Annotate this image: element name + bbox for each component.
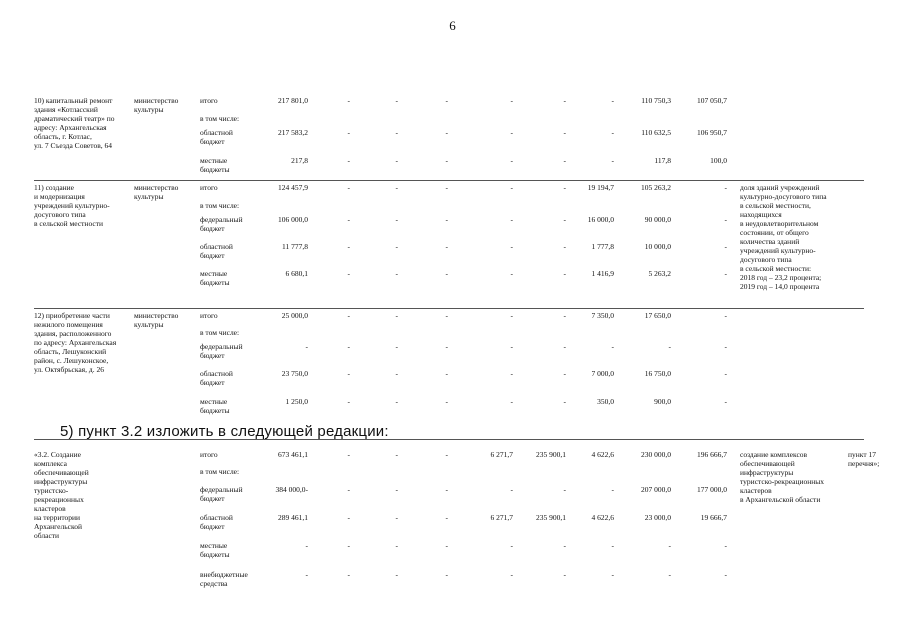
cell-total: 6 680,1 <box>285 269 308 278</box>
cell-y5: - <box>563 128 566 137</box>
expected-result-line: находящихся <box>740 210 782 219</box>
cell-y5: - <box>563 485 566 494</box>
expected-result-line: досугового типа <box>740 255 792 264</box>
cell-y5: - <box>563 342 566 351</box>
funding-source-label-line: бюджет <box>200 522 225 531</box>
funding-source-label <box>200 485 243 503</box>
cell-y3: - <box>445 269 448 278</box>
funding-source-label-line: федеральный <box>200 342 243 351</box>
measure-name-line: «3.2. Создание <box>34 450 81 459</box>
measure-name-line: Архангельской <box>34 522 82 531</box>
cell-total: - <box>305 570 308 579</box>
measure-name-line: ул. 7 Съезда Советов, 64 <box>34 141 112 150</box>
funding-source-label-line: итого <box>200 96 218 105</box>
cell-y5: - <box>563 369 566 378</box>
expected-result-line: культурно-досугового типа <box>740 192 827 201</box>
executor-name-line: культуры <box>134 105 164 114</box>
funding-source-label <box>200 156 230 174</box>
cell-y1: - <box>347 450 350 459</box>
cell-y4: - <box>510 570 513 579</box>
cell-y3: - <box>445 450 448 459</box>
funding-source-label <box>200 242 233 260</box>
measure-name-line: здания, расположенного <box>34 329 112 338</box>
expected-result-line: создание комплексов <box>740 450 808 459</box>
expected-result <box>740 183 827 291</box>
funding-source-label-line: бюджет <box>200 351 225 360</box>
cell-total: - <box>305 342 308 351</box>
cell-y1: - <box>347 342 350 351</box>
measure-name-line: на территории <box>34 513 81 522</box>
cell-y4: - <box>510 541 513 550</box>
measure-name-line: в сельской местности <box>34 219 103 228</box>
measure-name-line: учреждений культурно- <box>34 201 110 210</box>
funding-source-label-line: федеральный <box>200 485 243 494</box>
row-divider <box>34 308 864 309</box>
cell-y4: - <box>510 311 513 320</box>
cell-y8: 196 666,7 <box>697 450 727 459</box>
funding-source-label-line: итого <box>200 311 218 320</box>
cell-y1: - <box>347 269 350 278</box>
cell-y8: 107 050,7 <box>697 96 727 105</box>
cell-y5: - <box>563 96 566 105</box>
funding-source-label <box>200 450 218 459</box>
measure-name-line: ул. Октябрьская, д. 26 <box>34 365 104 374</box>
cell-y7: 110 632,5 <box>641 128 671 137</box>
cell-y4: - <box>510 215 513 224</box>
funding-source-label-line: областной <box>200 513 233 522</box>
measure-name-line: область, Лешуконский <box>34 347 107 356</box>
cell-y7: 17 650,0 <box>644 311 671 320</box>
expected-result-line: инфраструктуры <box>740 468 794 477</box>
funding-source-label-line: бюджеты <box>200 406 230 415</box>
cell-y6: - <box>611 570 614 579</box>
cell-y4: - <box>510 183 513 192</box>
cell-y8: - <box>724 342 727 351</box>
cell-y5: - <box>563 570 566 579</box>
cell-y6: - <box>611 485 614 494</box>
cell-total: 23 750,0 <box>281 369 308 378</box>
cell-y7: 23 000,0 <box>644 513 671 522</box>
measure-name-line: 11) создание <box>34 183 75 192</box>
funding-source-label <box>200 311 218 320</box>
cell-y4: - <box>510 156 513 165</box>
cell-y8: - <box>724 311 727 320</box>
cell-y7: 105 263,2 <box>641 183 671 192</box>
funding-source-label-line: итого <box>200 183 218 192</box>
cell-y3: - <box>445 311 448 320</box>
cell-y1: - <box>347 397 350 406</box>
note-reference <box>848 450 879 468</box>
measure-name-line: комплекса <box>34 459 67 468</box>
cell-y6: 16 000,0 <box>587 215 614 224</box>
cell-total: 217 583,2 <box>278 128 308 137</box>
cell-y3: - <box>445 156 448 165</box>
cell-y1: - <box>347 128 350 137</box>
measure-name-line: досугового типа <box>34 210 86 219</box>
executor-name-line: министерство <box>134 183 179 192</box>
expected-result-line: в Архангельской области <box>740 495 821 504</box>
cell-y7: 900,0 <box>654 397 671 406</box>
executor-name <box>134 96 178 114</box>
cell-total: 673 461,1 <box>278 450 308 459</box>
cell-y5: - <box>563 215 566 224</box>
cell-y2: - <box>395 311 398 320</box>
cell-y2: - <box>395 513 398 522</box>
cell-y8: - <box>724 397 727 406</box>
cell-y1: - <box>347 242 350 251</box>
funding-source-label <box>200 467 239 476</box>
measure-name-line: 10) капитальный ремонт <box>34 96 113 105</box>
cell-y6: - <box>611 128 614 137</box>
funding-source-label <box>200 342 243 360</box>
funding-source-label <box>200 128 233 146</box>
cell-y5: 235 900,1 <box>536 450 566 459</box>
cell-y2: - <box>395 342 398 351</box>
row-divider <box>34 180 864 181</box>
page-number: 6 <box>449 18 456 33</box>
cell-y2: - <box>395 450 398 459</box>
funding-source-label-line: в том числе: <box>200 328 240 337</box>
funding-source-label-line: местные <box>200 156 228 165</box>
expected-result-line: состоянии, от общего <box>740 228 809 237</box>
expected-result-line: в неудовлетворительном <box>740 219 819 228</box>
executor-name-line: министерство <box>134 311 179 320</box>
funding-source-label-line: бюджет <box>200 378 225 387</box>
cell-y5: - <box>563 269 566 278</box>
funding-source-label-line: средства <box>200 579 228 588</box>
funding-source-label <box>200 201 239 210</box>
cell-y7: - <box>668 541 671 550</box>
cell-total: 106 000,0 <box>278 215 308 224</box>
section-heading: 5) пункт 3.2 изложить в следующей редакции: <box>60 423 389 440</box>
funding-source-label-line: бюджет <box>200 251 225 260</box>
cell-y6: - <box>611 342 614 351</box>
cell-y3: - <box>445 570 448 579</box>
expected-result-line: в сельской местности, <box>740 201 811 210</box>
cell-y7: 230 000,0 <box>641 450 671 459</box>
funding-source-label-line: областной <box>200 242 233 251</box>
cell-y6: - <box>611 96 614 105</box>
measure-name-line: обеспечивающей <box>34 468 89 477</box>
cell-y5: - <box>563 311 566 320</box>
cell-y8: 177 000,0 <box>697 485 727 494</box>
executor-name <box>134 183 178 201</box>
expected-result-line: туристско-рекреационных <box>740 477 825 486</box>
funding-source-label-line: бюджеты <box>200 550 230 559</box>
cell-y8: - <box>724 570 727 579</box>
cell-y3: - <box>445 242 448 251</box>
cell-y2: - <box>395 215 398 224</box>
cell-y2: - <box>395 183 398 192</box>
expected-result <box>740 450 824 504</box>
cell-y1: - <box>347 570 350 579</box>
funding-source-label <box>200 96 218 105</box>
cell-y4: - <box>510 342 513 351</box>
cell-y3: - <box>445 96 448 105</box>
funding-source-label <box>200 215 243 233</box>
cell-y4: - <box>510 485 513 494</box>
funding-source-label-line: бюджеты <box>200 278 230 287</box>
cell-y7: 207 000,0 <box>641 485 671 494</box>
funding-source-label-line: областной <box>200 369 233 378</box>
cell-y6: 4 622,6 <box>591 450 614 459</box>
funding-source-label-line: внебюджетные <box>200 570 248 579</box>
measure-name-line: области <box>34 531 60 540</box>
measure-name <box>34 183 110 228</box>
cell-y6: 1 416,9 <box>591 269 614 278</box>
cell-total: 289 461,1 <box>278 513 308 522</box>
cell-y8: - <box>724 269 727 278</box>
funding-source-label <box>200 114 239 123</box>
cell-y3: - <box>445 183 448 192</box>
cell-y7: - <box>668 570 671 579</box>
cell-y3: - <box>445 513 448 522</box>
cell-y5: - <box>563 397 566 406</box>
cell-y7: 10 000,0 <box>644 242 671 251</box>
cell-y8: - <box>724 215 727 224</box>
expected-result-line: 2018 год – 23,2 процента; <box>740 273 822 282</box>
note-reference-line: пункт 17 <box>848 450 876 459</box>
cell-y6: 7 350,0 <box>591 311 614 320</box>
expected-result-line: в сельской местности: <box>740 264 812 273</box>
cell-y1: - <box>347 485 350 494</box>
funding-source-label <box>200 513 233 531</box>
cell-y6: 19 194,7 <box>587 183 614 192</box>
funding-source-label <box>200 541 230 559</box>
measure-name-line: 12) приобретение части <box>34 311 110 320</box>
cell-y4: - <box>510 397 513 406</box>
cell-y3: - <box>445 342 448 351</box>
measure-name-line: по адресу: Архангельская <box>34 338 117 347</box>
funding-source-label-line: бюджет <box>200 137 225 146</box>
cell-y7: 110 750,3 <box>641 96 671 105</box>
cell-y7: - <box>668 342 671 351</box>
cell-y5: 235 900,1 <box>536 513 566 522</box>
cell-y5: - <box>563 156 566 165</box>
row-divider <box>34 439 864 440</box>
cell-y1: - <box>347 96 350 105</box>
cell-y6: - <box>611 541 614 550</box>
cell-y4: - <box>510 96 513 105</box>
cell-y4: 6 271,7 <box>490 513 513 522</box>
cell-y2: - <box>395 96 398 105</box>
cell-y3: - <box>445 215 448 224</box>
measure-name <box>34 96 115 150</box>
cell-y2: - <box>395 541 398 550</box>
cell-total: 11 777,8 <box>282 242 308 251</box>
cell-y8: 106 950,7 <box>697 128 727 137</box>
cell-y3: - <box>445 397 448 406</box>
funding-source-label <box>200 397 230 415</box>
cell-y1: - <box>347 541 350 550</box>
cell-y1: - <box>347 311 350 320</box>
cell-total: 124 457,9 <box>278 183 308 192</box>
measure-name-line: туристско- <box>34 486 69 495</box>
cell-y8: - <box>724 242 727 251</box>
cell-y2: - <box>395 570 398 579</box>
funding-source-label <box>200 328 239 337</box>
expected-result-line: количества зданий <box>740 237 800 246</box>
funding-source-label <box>200 570 248 588</box>
executor-name-line: культуры <box>134 192 164 201</box>
cell-y4: - <box>510 269 513 278</box>
expected-result-line: кластеров <box>740 486 772 495</box>
measure-name-line: нежилого помещения <box>34 320 103 329</box>
cell-y4: - <box>510 128 513 137</box>
cell-y3: - <box>445 128 448 137</box>
cell-y2: - <box>395 485 398 494</box>
funding-source-label-line: в том числе: <box>200 467 240 476</box>
measure-name-line: рекреационных <box>34 495 84 504</box>
cell-y3: - <box>445 541 448 550</box>
cell-y7: 90 000,0 <box>644 215 671 224</box>
cell-y2: - <box>395 156 398 165</box>
funding-source-label-line: федеральный <box>200 215 243 224</box>
cell-y6: 4 622,6 <box>591 513 614 522</box>
measure-name-line: здания «Котласский <box>34 105 98 114</box>
cell-y2: - <box>395 397 398 406</box>
cell-y1: - <box>347 215 350 224</box>
measure-name <box>34 311 116 374</box>
cell-y7: 16 750,0 <box>644 369 671 378</box>
cell-y8: - <box>724 183 727 192</box>
funding-source-label-line: бюджет <box>200 224 225 233</box>
cell-y6: - <box>611 156 614 165</box>
cell-y2: - <box>395 128 398 137</box>
cell-y3: - <box>445 369 448 378</box>
funding-source-label <box>200 269 230 287</box>
measure-name-line: и модернизация <box>34 192 85 201</box>
executor-name-line: министерство <box>134 96 179 105</box>
cell-y5: - <box>563 183 566 192</box>
cell-y1: - <box>347 369 350 378</box>
measure-name-line: район, с. Лешуконское, <box>34 356 109 365</box>
cell-total: 217,8 <box>291 156 308 165</box>
measure-name-line: адресу: Архангельская <box>34 123 107 132</box>
funding-source-label-line: местные <box>200 397 228 406</box>
cell-y8: - <box>724 541 727 550</box>
cell-y8: - <box>724 369 727 378</box>
cell-y7: 5 263,2 <box>648 269 671 278</box>
funding-source-label <box>200 369 233 387</box>
funding-source-label-line: бюджеты <box>200 165 230 174</box>
funding-source-label-line: областной <box>200 128 233 137</box>
funding-source-label-line: бюджет <box>200 494 225 503</box>
note-reference-line: перечня»; <box>848 459 880 468</box>
cell-y1: - <box>347 183 350 192</box>
cell-y7: 117,8 <box>654 156 671 165</box>
cell-y2: - <box>395 269 398 278</box>
cell-y8: 19 666,7 <box>700 513 727 522</box>
cell-y5: - <box>563 242 566 251</box>
expected-result-line: 2019 год – 14,0 процента <box>740 282 820 291</box>
cell-y5: - <box>563 541 566 550</box>
cell-y6: 1 777,8 <box>591 242 614 251</box>
cell-y4: 6 271,7 <box>490 450 513 459</box>
cell-y3: - <box>445 485 448 494</box>
cell-y2: - <box>395 242 398 251</box>
executor-name <box>134 311 178 329</box>
measure-name-line: область, г. Котлас, <box>34 132 92 141</box>
cell-y4: - <box>510 242 513 251</box>
measure-name-line: драматический театр» по <box>34 114 115 123</box>
cell-total: 384 000,0- <box>275 485 308 494</box>
funding-source-label-line: местные <box>200 269 228 278</box>
funding-source-label-line: итого <box>200 450 218 459</box>
funding-source-label-line: местные <box>200 541 228 550</box>
measure-name <box>34 450 89 540</box>
expected-result-line: доля зданий учреждений <box>740 183 820 192</box>
cell-y2: - <box>395 369 398 378</box>
funding-source-label-line: в том числе: <box>200 201 240 210</box>
cell-total: 217 801,0 <box>278 96 308 105</box>
expected-result-line: обеспечивающей <box>740 459 795 468</box>
cell-y8: 100,0 <box>710 156 727 165</box>
cell-total: 25 000,0 <box>281 311 308 320</box>
measure-name-line: кластеров <box>34 504 66 513</box>
cell-y1: - <box>347 156 350 165</box>
cell-y6: 350,0 <box>597 397 614 406</box>
cell-total: - <box>305 541 308 550</box>
expected-result-line: учреждений культурно- <box>740 246 816 255</box>
cell-y1: - <box>347 513 350 522</box>
cell-total: 1 250,0 <box>285 397 308 406</box>
funding-source-label-line: в том числе: <box>200 114 240 123</box>
funding-source-label <box>200 183 218 192</box>
executor-name-line: культуры <box>134 320 164 329</box>
cell-y4: - <box>510 369 513 378</box>
measure-name-line: инфраструктуры <box>34 477 88 486</box>
cell-y6: 7 000,0 <box>591 369 614 378</box>
